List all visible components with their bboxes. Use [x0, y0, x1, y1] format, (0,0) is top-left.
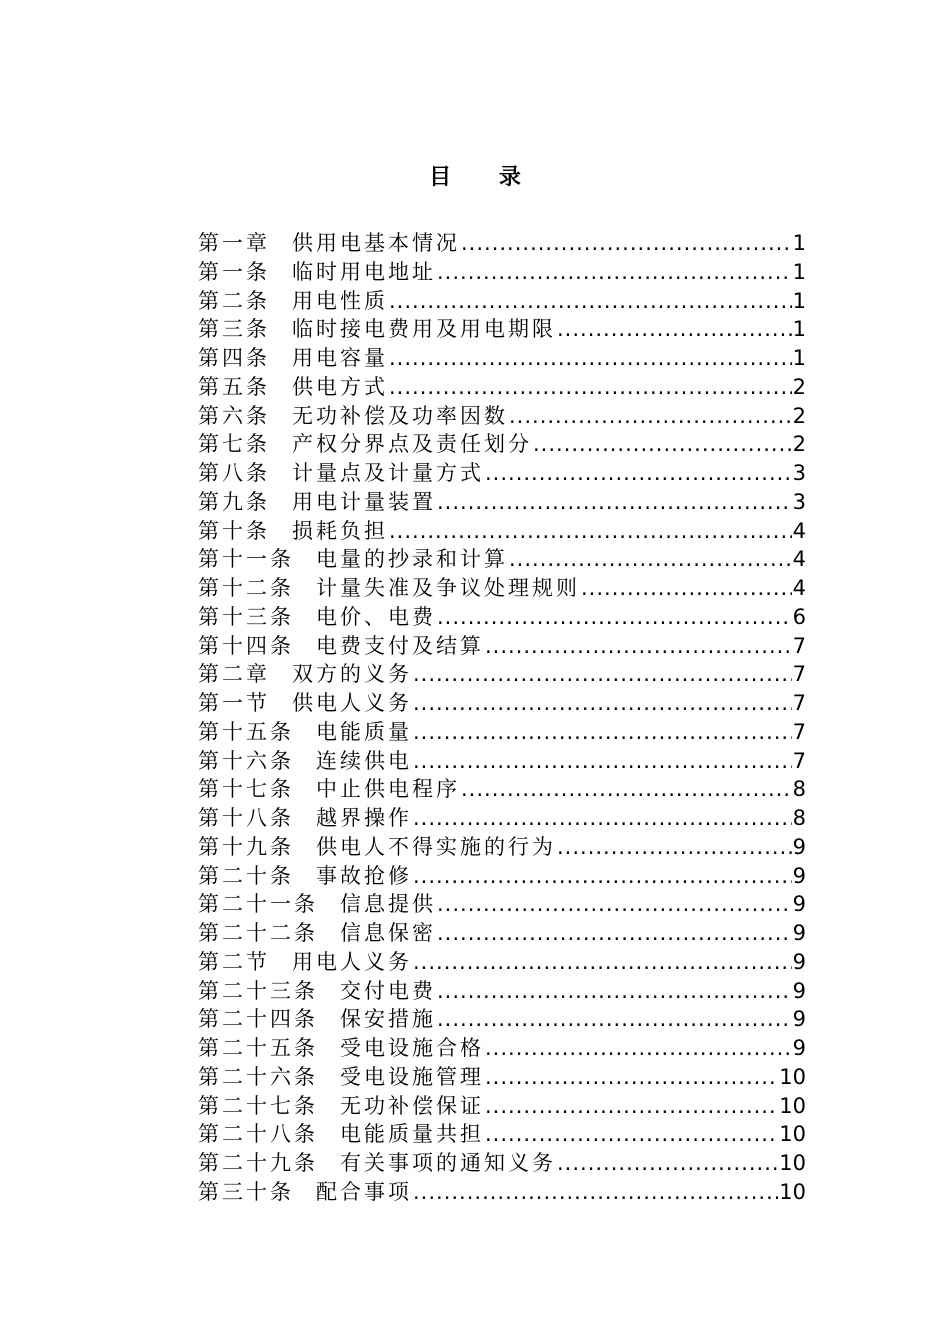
toc-page-number: 7 [792, 719, 806, 744]
toc-entry[interactable] [198, 1149, 806, 1178]
toc-entry-label [198, 430, 532, 459]
toc-page-number: 3 [792, 461, 806, 485]
toc-entry-text: 双方的义务 [292, 662, 412, 687]
toc-entry[interactable] [198, 545, 806, 574]
toc-entry-text: 中止供电程序 [316, 777, 460, 802]
toc-entry-text: 无功补偿保证 [340, 1093, 484, 1118]
toc-entry-label [198, 315, 556, 344]
toc-entry-label [198, 919, 436, 948]
toc-entry-text: 供电人不得实施的行为 [316, 834, 556, 859]
toc-entry-text: 越界操作 [316, 806, 412, 830]
toc-entry-number: 第二十一条 [198, 892, 318, 917]
toc-page-number: 9 [792, 1036, 806, 1060]
toc-entry[interactable] [198, 862, 806, 891]
toc-entry-number: 第二条 [198, 288, 270, 313]
toc-entry-label [198, 775, 460, 804]
toc-entry-number: 第十五条 [198, 719, 294, 744]
toc-entry[interactable] [198, 430, 806, 459]
toc-leader-dots [413, 689, 792, 718]
toc-entry-label [198, 344, 388, 373]
toc-entry-number: 第二节 [198, 949, 270, 974]
toc-entry[interactable] [198, 833, 806, 862]
toc-entry[interactable] [198, 632, 806, 661]
toc-entry-number: 第一条 [198, 259, 270, 284]
toc-entry[interactable] [198, 373, 806, 402]
toc-leader-dots [485, 1092, 778, 1121]
toc-entry-number: 第十四条 [198, 633, 294, 658]
toc-entry-number: 第一章 [198, 231, 270, 255]
toc-page-number: 4 [792, 518, 806, 543]
toc-entry-number: 第二十七条 [198, 1093, 318, 1118]
toc-entry[interactable] [198, 574, 806, 603]
toc-page-number: 8 [792, 777, 806, 802]
toc-page-number: 9 [792, 978, 806, 1003]
toc-entry[interactable] [198, 344, 806, 373]
toc-entry-text: 配合事项 [316, 1179, 412, 1204]
toc-entry[interactable] [198, 948, 806, 977]
toc-entry-number: 第一节 [198, 691, 270, 715]
toc-entry[interactable] [198, 229, 806, 258]
toc-title: 目 录 [429, 165, 541, 190]
toc-page-number: 9 [792, 834, 806, 859]
toc-entry-number: 第十二条 [198, 576, 294, 600]
toc-leader-dots [413, 660, 792, 689]
toc-entry-number: 第二十九条 [198, 1151, 318, 1175]
toc-page-number: 10 [779, 1151, 806, 1175]
toc-entry-number: 第二十三条 [198, 978, 318, 1003]
toc-entry[interactable] [198, 919, 806, 948]
toc-page-number: 9 [792, 892, 806, 917]
toc-entry-number: 第三十条 [198, 1179, 294, 1204]
toc-entry-label [198, 632, 484, 661]
toc-page-number: 1 [792, 317, 806, 342]
toc-page-number: 9 [792, 1007, 806, 1032]
toc-entry[interactable] [198, 689, 806, 718]
toc-entry-number: 第八条 [198, 461, 270, 485]
toc-entry-label [198, 258, 436, 287]
toc-page-number: 7 [792, 633, 806, 658]
toc-entry-label [198, 804, 412, 833]
toc-leader-dots [437, 919, 792, 948]
toc-entry-text: 电量的抄录和计算 [316, 547, 508, 572]
toc-leader-dots [485, 1034, 792, 1063]
toc-entry-label [198, 977, 436, 1006]
toc-entry-label [198, 890, 436, 919]
toc-entry-number: 第二十五条 [198, 1036, 318, 1060]
toc-entry[interactable] [198, 517, 806, 546]
toc-leader-dots [437, 488, 792, 517]
toc-page-number: 4 [792, 576, 806, 600]
toc-page-number: 10 [779, 1122, 806, 1147]
toc-leader-dots [485, 1063, 778, 1092]
toc-page-number: 9 [792, 949, 806, 974]
toc-entry[interactable] [198, 1005, 806, 1034]
toc-entry-text: 交付电费 [340, 978, 436, 1003]
toc-entry-text: 信息保密 [340, 921, 436, 945]
toc-entry-text: 电能质量共担 [340, 1122, 484, 1147]
toc-page-number: 7 [792, 691, 806, 715]
toc-leader-dots [437, 603, 792, 632]
toc-entry-number: 第十七条 [198, 777, 294, 802]
toc-entry[interactable] [198, 603, 806, 632]
toc-entry-text: 电费支付及结算 [316, 633, 484, 658]
toc-page-number: 10 [779, 1179, 806, 1204]
toc-entry[interactable] [198, 1092, 806, 1121]
toc-entry[interactable] [198, 1178, 806, 1207]
toc-entry-text: 供用电基本情况 [292, 231, 460, 255]
toc-entry-text: 临时用电地址 [292, 259, 436, 284]
toc-entry[interactable] [198, 488, 806, 517]
toc-entry[interactable] [198, 775, 806, 804]
toc-entry-text: 事故抢修 [316, 863, 412, 888]
toc-entry-number: 第十条 [198, 518, 270, 543]
toc-leader-dots [509, 545, 792, 574]
toc-page-number: 10 [779, 1064, 806, 1089]
toc-entry-number: 第二十二条 [198, 921, 318, 945]
toc-page-number: 1 [792, 288, 806, 313]
toc-entry-text: 受电设施管理 [340, 1064, 484, 1089]
toc-entry-label [198, 545, 508, 574]
toc-leader-dots [485, 1120, 778, 1149]
toc-leader-dots [413, 948, 792, 977]
toc-leader-dots [437, 1005, 792, 1034]
toc-leader-dots [533, 430, 792, 459]
toc-entry-label [198, 1149, 556, 1178]
toc-entry-label [198, 747, 412, 776]
toc-leader-dots [413, 804, 792, 833]
toc-entry-text: 供电方式 [292, 374, 388, 399]
toc-entry[interactable] [198, 890, 806, 919]
toc-entry-number: 第四条 [198, 346, 270, 370]
toc-entry-label [198, 373, 388, 402]
toc-entry-label [198, 1178, 412, 1207]
toc-entry-number: 第九条 [198, 489, 270, 514]
toc-entry-text: 用电容量 [292, 346, 388, 370]
toc-page-number: 2 [792, 432, 806, 457]
toc-entry[interactable] [198, 1063, 806, 1092]
toc-entry-label [198, 488, 436, 517]
toc-entry-number: 第十九条 [198, 834, 294, 859]
toc-page-number: 3 [792, 489, 806, 514]
toc-page-number: 2 [792, 374, 806, 399]
toc-entry[interactable] [198, 315, 806, 344]
toc-entry-text: 产权分界点及责任划分 [292, 432, 532, 457]
toc-entry-label [198, 459, 484, 488]
toc-entry-text: 保安措施 [340, 1007, 436, 1032]
toc-leader-dots [581, 574, 792, 603]
toc-leader-dots [557, 833, 792, 862]
toc-entry-label [198, 862, 412, 891]
toc-page-number: 1 [792, 346, 806, 370]
toc-entry-label [198, 402, 508, 431]
toc-entry-number: 第二十四条 [198, 1007, 318, 1032]
toc-entry[interactable] [198, 1120, 806, 1149]
toc-leader-dots [389, 517, 792, 546]
toc-entry-number: 第三条 [198, 317, 270, 342]
toc-leader-dots [557, 315, 792, 344]
toc-entry[interactable] [198, 718, 806, 747]
toc-page-number: 7 [792, 748, 806, 773]
toc-entry-text: 计量失准及争议处理规则 [316, 576, 580, 600]
toc-entry-label [198, 1092, 484, 1121]
toc-entry[interactable] [198, 747, 806, 776]
toc-entry-label [198, 948, 412, 977]
toc-leader-dots [509, 402, 792, 431]
toc-page-number: 1 [792, 231, 806, 255]
toc-entry-label [198, 229, 460, 258]
toc-entry-text: 有关事项的通知义务 [340, 1151, 556, 1175]
toc-entry-text: 电价、电费 [316, 604, 436, 629]
toc-entry[interactable] [198, 804, 806, 833]
toc-entry[interactable] [198, 660, 806, 689]
toc-page-number: 1 [792, 259, 806, 284]
toc-leader-dots [461, 229, 792, 258]
toc-entry-number: 第二十八条 [198, 1122, 318, 1147]
toc-entry-number: 第六条 [198, 403, 270, 428]
toc-entry-text: 受电设施合格 [340, 1036, 484, 1060]
toc-leader-dots [389, 373, 792, 402]
toc-entry[interactable] [198, 1034, 806, 1063]
toc-entry-label [198, 718, 412, 747]
toc-entry-number: 第五条 [198, 374, 270, 399]
toc-entry[interactable] [198, 287, 806, 316]
toc-page-number: 8 [792, 806, 806, 830]
toc-entry-label [198, 574, 580, 603]
toc-entry-text: 供电人义务 [292, 691, 412, 715]
toc-entry-number: 第二十条 [198, 863, 294, 888]
toc-entry-label [198, 1034, 484, 1063]
toc-entry[interactable] [198, 402, 806, 431]
toc-leader-dots [413, 1178, 778, 1207]
toc-leader-dots [413, 862, 792, 891]
toc-entry-label [198, 1120, 484, 1149]
toc-entry-label [198, 1005, 436, 1034]
toc-entry-text: 信息提供 [340, 892, 436, 917]
toc-leader-dots [461, 775, 792, 804]
toc-list [198, 229, 806, 1207]
toc-entry-number: 第十三条 [198, 604, 294, 629]
toc-entry-label [198, 833, 556, 862]
toc-entry-label [198, 517, 388, 546]
toc-entry-text: 连续供电 [316, 748, 412, 773]
toc-page-number: 9 [792, 863, 806, 888]
toc-entry-number: 第七条 [198, 432, 270, 457]
toc-entry[interactable] [198, 258, 806, 287]
toc-entry-label [198, 287, 388, 316]
toc-leader-dots [413, 747, 792, 776]
toc-entry-number: 第十八条 [198, 806, 294, 830]
toc-leader-dots [389, 344, 792, 373]
toc-leader-dots [389, 287, 792, 316]
toc-entry-text: 电能质量 [316, 719, 412, 744]
toc-page-number: 6 [792, 604, 806, 629]
toc-entry-label [198, 1063, 484, 1092]
toc-page-number: 2 [792, 403, 806, 428]
toc-entry-number: 第二章 [198, 662, 270, 687]
toc-leader-dots [437, 890, 792, 919]
toc-entry-text: 用电人义务 [292, 949, 412, 974]
toc-entry-label [198, 689, 412, 718]
toc-entry-text: 临时接电费用及用电期限 [292, 317, 556, 342]
toc-entry-number: 第二十六条 [198, 1064, 318, 1089]
toc-entry-text: 计量点及计量方式 [292, 461, 484, 485]
toc-leader-dots [413, 718, 792, 747]
toc-entry-number: 第十六条 [198, 748, 294, 773]
toc-entry-number: 第十一条 [198, 547, 294, 572]
toc-entry-text: 损耗负担 [292, 518, 388, 543]
toc-page-number: 9 [792, 921, 806, 945]
toc-entry[interactable] [198, 977, 806, 1006]
toc-entry-label [198, 603, 436, 632]
toc-leader-dots [557, 1149, 778, 1178]
toc-page-number: 7 [792, 662, 806, 687]
toc-entry-text: 无功补偿及功率因数 [292, 403, 508, 428]
toc-leader-dots [437, 977, 792, 1006]
toc-leader-dots [485, 459, 792, 488]
toc-entry-label [198, 660, 412, 689]
toc-entry-text: 用电计量装置 [292, 489, 436, 514]
toc-leader-dots [437, 258, 792, 287]
toc-entry[interactable] [198, 459, 806, 488]
toc-leader-dots [485, 632, 792, 661]
toc-page-number: 4 [792, 547, 806, 572]
toc-entry-text: 用电性质 [292, 288, 388, 313]
toc-page-number: 10 [779, 1093, 806, 1118]
